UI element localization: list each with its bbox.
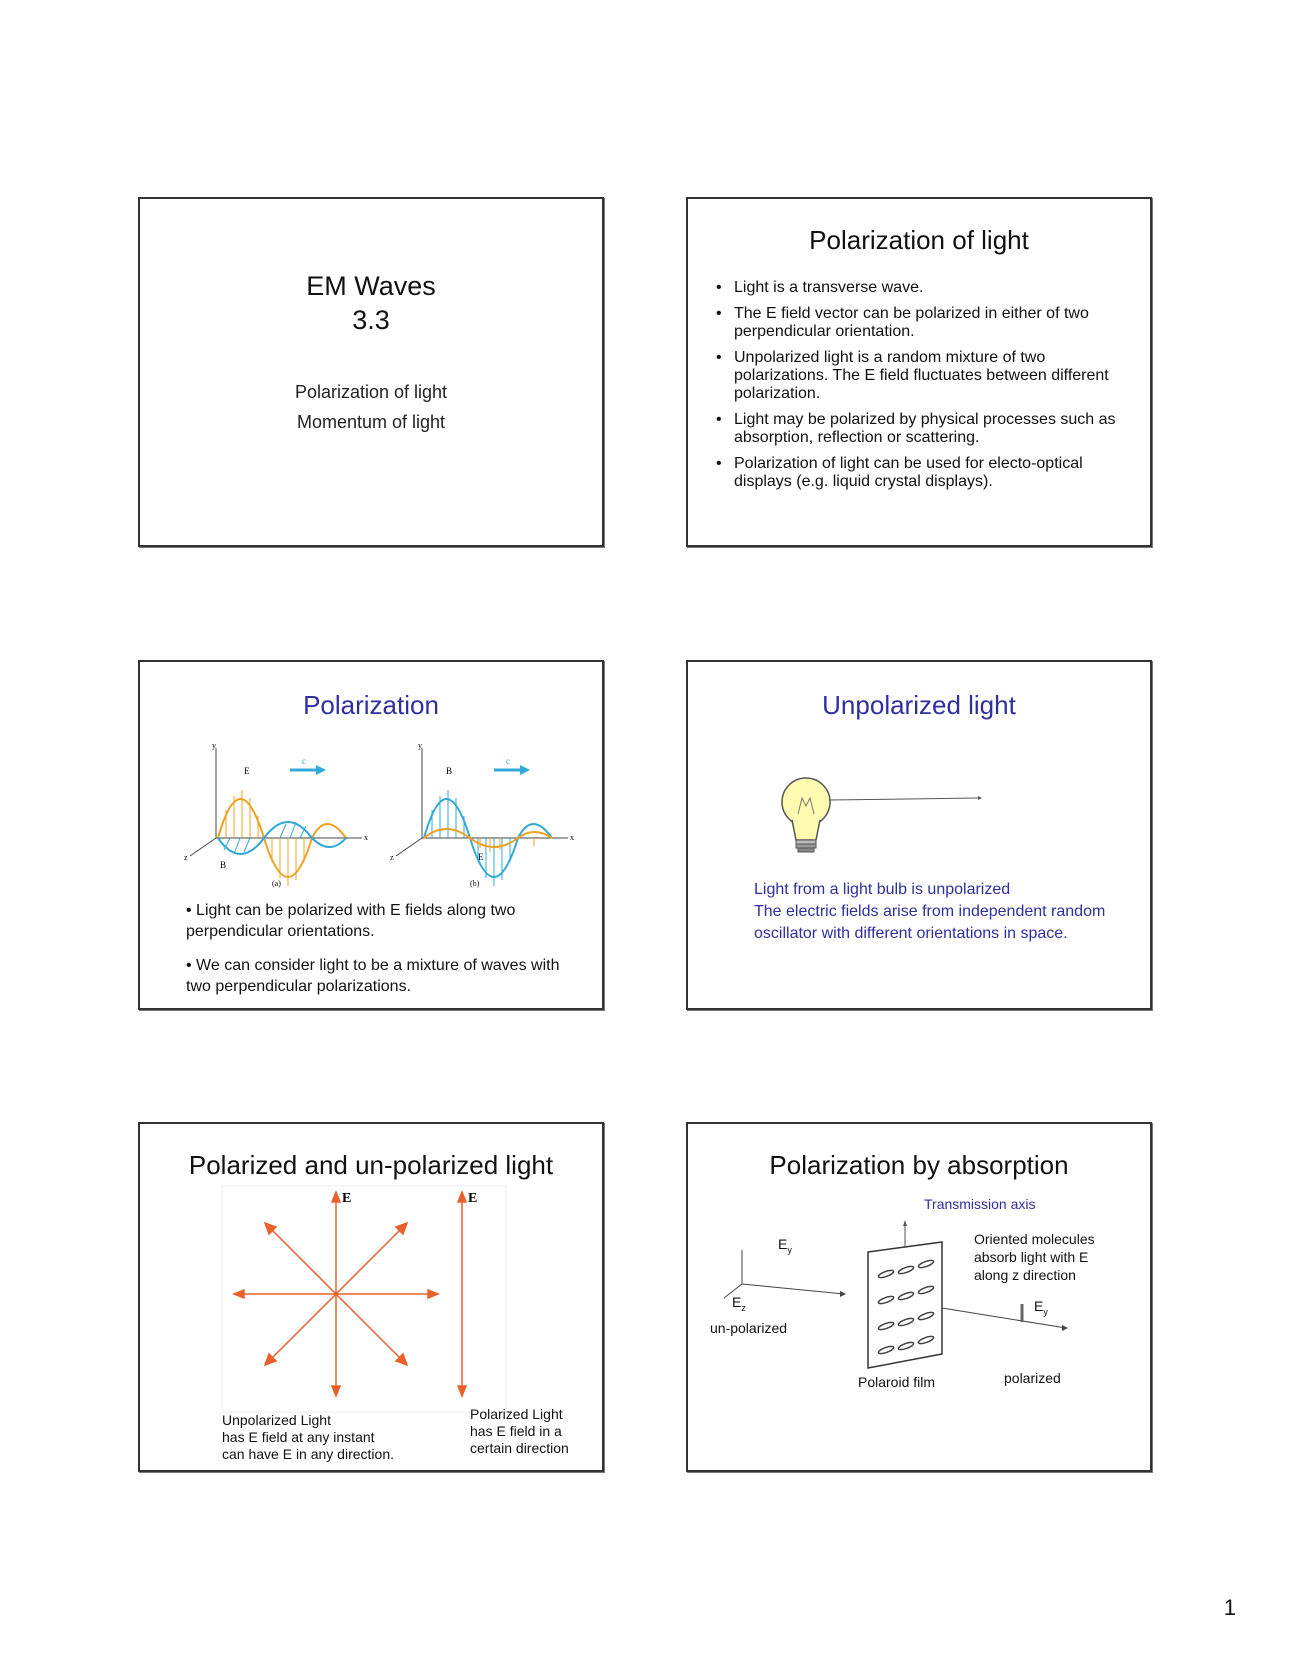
light-ray [830,798,978,800]
label-y: y [212,741,216,750]
slide-title: Polarization of light [809,225,1029,255]
slide-polarization-of-light [686,197,1152,547]
ez-label: $E_z$ [732,1294,746,1313]
figure-label-a: (a) [272,879,281,888]
polaroid-film-label: Polaroid film [858,1374,936,1390]
light-bulb-figure [688,762,1152,872]
label-c: c [506,756,510,766]
label-x: x [364,833,368,842]
bullet-item: • Unpolarized light is a random mixture of two polarizations. The E field fluctuates between different polarization. [714,349,1132,403]
bullet-item: • Light is a transverse wave. [714,279,1132,297]
label-z: z [390,853,394,862]
bullet-item: • Polarization of light can be used for electo-optical displays (e.g. liquid crystal displays). [714,455,1132,491]
unpolarized-arrows [234,1192,438,1396]
polarization-arrows-figure [140,1184,604,1424]
title-line-2: 3.3 [352,305,390,335]
ey-left-label: $E_y$ [778,1236,792,1255]
slide-title: Unpolarized light [822,690,1016,720]
text-mixture-of-waves: • We can consider light to be a mixture of waves with two perpendicular polarizations. [186,957,560,995]
page-number: 1 [1223,1595,1236,1620]
label-b: B [446,766,453,776]
slide-title: Polarized and un-polarized light [188,1150,554,1180]
label-x: x [570,833,574,842]
subtitle-polarization: Polarization of light [294,382,448,402]
slide-polarization [138,660,604,1010]
polarized-label: polarized [1004,1370,1061,1386]
text-perpendicular-orientations: • Light can be polarized with E fields along two perpendicular orientations. [186,902,516,940]
polarized-caption: Polarized Light has E field in a certain direction [470,1406,569,1456]
bulb-explanation: Light from a light bulb is unpolarized The electric fields arise from independent random oscillator with different orientations in space. [754,881,1106,942]
light-bulb-icon [782,778,830,852]
label-e: E [478,852,484,862]
transmission-axis-label: Transmission axis [924,1196,1036,1212]
label-e: E [468,1191,478,1206]
wave-figure-a [184,741,368,888]
bullet-item: • The E field vector can be polarized in either of two perpendicular orientation. [714,305,1132,341]
oriented-molecules-label: Oriented molecules absorb light with E along z direction [974,1231,1095,1283]
bullet-item: • Light may be polarized by physical processes such as absorption, reflection or scattering. [714,411,1132,447]
slide-polarized-and-unpolarized [138,1122,604,1472]
slide-polarization-by-absorption [686,1122,1152,1472]
label-e: E [342,1191,352,1206]
subtitle-momentum: Momentum of light [296,412,446,432]
slide-title: Polarization by absorption [769,1150,1069,1180]
slide-unpolarized-light [686,660,1152,1010]
label-z: z [184,853,188,862]
title-line-1: EM Waves [306,271,436,301]
ey-right-label: $E_y$ [1034,1298,1048,1317]
unpolarized-caption: Unpolarized Light has E field at any instant can have E in any direction. [222,1412,394,1462]
label-y: y [418,741,422,750]
bullet-list [714,279,1132,499]
label-c: c [302,756,306,766]
wave-figure-b [390,741,574,888]
unpolarized-label: un-polarized [710,1320,788,1336]
label-e: E [244,766,250,776]
slide-title: Polarization [303,690,439,720]
wave-diagram [140,740,604,890]
slide-em-waves [138,197,604,547]
label-b: B [220,860,227,870]
slide-title [140,269,602,337]
figure-label-b: (b) [470,879,480,888]
